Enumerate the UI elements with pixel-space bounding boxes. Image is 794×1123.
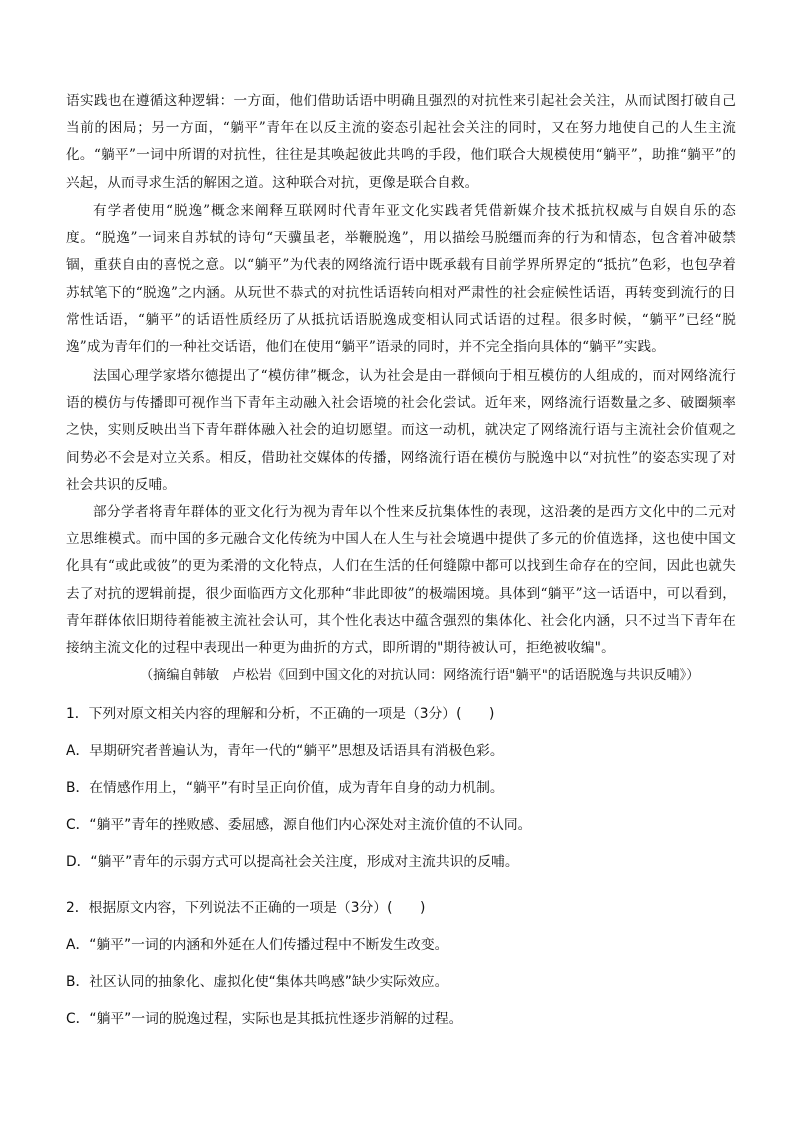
passage-paragraph-1: 语实践也在遵循这种逻辑：一方面，他们借助话语中明确且强烈的对抗性来引起社会关注，从而试图打破自己当前的困局；另一方面，“躺平”青年在以反主流的姿态引起社会关注的同时，又在努力地使自己的人生主流化。“躺平”一词中所谓的对抗性，往往是其唤起彼此共鸣的手段，他们联合大规模使用“躺平”，助推“躺平”的兴起，从而寻求生活的解困之道。这种联合对抗，更像是联合自救。 [66,93,736,191]
question-1-option-a[interactable]: A．早期研究者普遍认为，青年一代的“躺平”思想及话语具有消极色彩。 [66,743,504,759]
question-2-option-b[interactable]: B．社区认同的抽象化、虚拟化使“集体共鸣感”缺少实际效应。 [66,974,449,990]
question-2-option-a[interactable]: A．“躺平”一词的内涵和外延在人们传播过程中不断发生改变。 [66,937,449,953]
question-2-stem: 2．根据原文内容，下列说法不正确的一项是（3分）( ) [66,900,426,916]
question-1-option-d[interactable]: D．“躺平”青年的示弱方式可以提高社会关注度，形成对主流共识的反哺。 [66,854,519,870]
question-1-option-b[interactable]: B．在情感作用上，“躺平”有时呈正向价值，成为青年自身的动力机制。 [66,780,504,796]
source-citation: （摘编自韩敏 卢松岩《回到中国文化的对抗认同：网络流行语"躺平"的话语脱逸与共识反哺》） [140,668,700,683]
passage-paragraph-4: 部分学者将青年群体的亚文化行为视为青年以个性来反抗集体性的表现，这沿袭的是西方文化中的二元对立思维模式。而中国的多元融合文化传统为中国人在人生与社会境遇中提供了多元的价值选择，这也使中国文化具有“或此或彼”的更为柔滑的文化特点，人们在生活的任何缝隙中都可以找到生命存在的空间，因此也就失去了对抗的逻辑前提，很少面临西方文化那种“非此即彼”的极端困境。具体到“躺平”这一话语中，可以看到，青年群体依旧期待着能被主流社会认可，其个性化表达中蕴含强烈的集体化、社会化内涵，只不过当下青年在接纳主流文化的过程中表现出一种更为曲折的方式，即所谓的"期待被认可，拒绝被收编"。 [66,504,736,657]
question-2-option-c[interactable]: C．“躺平”一词的脱逸过程，实际也是其抵抗性逐步消解的过程。 [66,1011,463,1027]
passage-paragraph-3: 法国心理学家塔尔德提出了“模仿律”概念，认为社会是由一群倾向于相互模仿的人组成的，而对网络流行语的模仿与传播即可视作当下青年主动融入社会语境的社会化尝试。近年来，网络流行语数量之多、破圈频率之快，实则反映出当下青年群体融入社会的迫切愿望。而这一动机，就决定了网络流行语与主流社会价值观之间势必不会是对立关系。相反，借助社交媒体的传播，网络流行语在模仿与脱逸中以“对抗性”的姿态实现了对社会共识的反哺。 [66,368,736,493]
question-1-option-c[interactable]: C．“躺平”青年的挫败感、委屈感，源自他们内心深处对主流价值的不认同。 [66,817,532,833]
question-1-stem: 1．下列对原文相关内容的理解和分析，不正确的一项是（3分）( ) [66,706,495,722]
passage-paragraph-2: 有学者使用“脱逸”概念来阐释互联网时代青年亚文化实践者凭借新媒介技术抵抗权威与自娱自乐的态度。“脱逸”一词来自苏轼的诗句“天骥虽老，举鞭脱逸”，用以描绘马脱缰而奔的行为和情态，包含着冲破禁锢，重获自由的喜悦之意。以“躺平”为代表的网络流行语中既承载有目前学界所界定的“抵抗”色彩，也包孕着苏轼笔下的“脱逸”之内涵。从玩世不恭式的对抗性话语转向相对严肃性的社会症候性话语，再转变到流行的日常性话语，“躺平”的话语性质经历了从抵抗话语脱逸成变相认同式话语的过程。很多时候，“躺平”已经“脱逸”成为青年们的一种社交话语，他们在使用“躺平”语录的同时，并不完全指向具体的“躺平”实践。 [66,203,736,356]
